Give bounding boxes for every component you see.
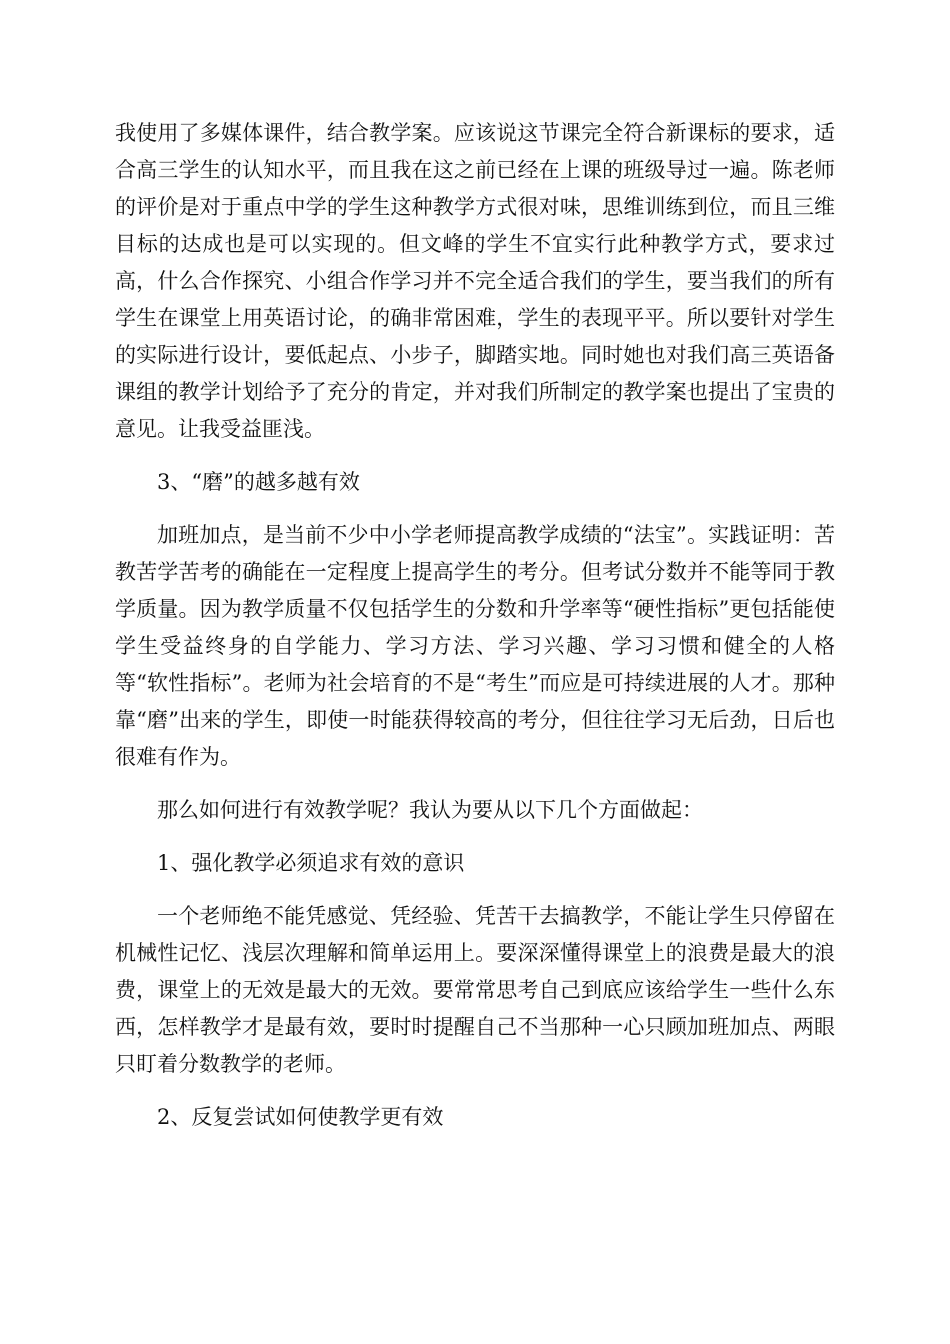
body-paragraph-overtime: 加班加点，是当前不少中小学老师提高教学成绩的“法宝”。实践证明：苦教苦学苦考的确能在一定程度上提高学生的考分。但考试分数并不能等同于教学质量。因为教学质量不仅包括学生的分数和升学率等“硬性指标”更包括能使学生受益终身的自学能力、学习方法、学习兴趣、学习习惯和健全的人格等“软性指标”。老师为社会培育的不是“考生”而应是可持续进展的人才。那种靠“磨”出来的学生，即使一时能获得较高的考分，但往往学习无后劲，日后也很难有作为。 xyxy=(115,523,835,769)
body-paragraph-teacher: 一个老师绝不能凭感觉、凭经验、凭苦干去搞教学，不能让学生只停留在机械性记忆、浅层次理解和简单运用上。要深深懂得课堂上的浪费是最大的浪费，课堂上的无效是最大的无效。要常常思考自己到底应该给学生一些什么东西，怎样教学才是最有效，要时时提醒自己不当那种一心只顾加班加点、两眼只盯着分数教学的老师。 xyxy=(115,904,835,1076)
section-heading-polishing: 3、“磨”的越多越有效 xyxy=(157,470,360,494)
body-paragraph-how-to: 那么如何进行有效教学呢？我认为要从以下几个方面做起： xyxy=(157,798,703,822)
body-paragraph-evaluation: 我使用了多媒体课件，结合教学案。应该说这节课完全符合新课标的要求，适合高三学生的认知水平，而且我在这之前已经在上课的班级导过一遍。陈老师的评价是对于重点中学的学生这种教学方式很对味，思维训练到位，而且三维目标的达成也是可以实现的。但文峰的学生不宜实行此种教学方式，要求过高，什么合作探究、小组合作学习并不完全适合我们的学生，要当我们的所有学生在课堂上用英语讨论，的确非常困难，学生的表现平平。所以要针对学生的实际进行设计，要低起点、小步子，脚踏实地。同时她也对我们高三英语备课组的教学计划给予了充分的肯定，并对我们所制定的教学案也提出了宝贵的意见。让我受益匪浅。 xyxy=(115,121,835,441)
section-heading-awareness: 1、强化教学必须追求有效的意识 xyxy=(157,851,465,875)
section-heading-repeated-attempts: 2、反复尝试如何使教学更有效 xyxy=(157,1105,444,1129)
